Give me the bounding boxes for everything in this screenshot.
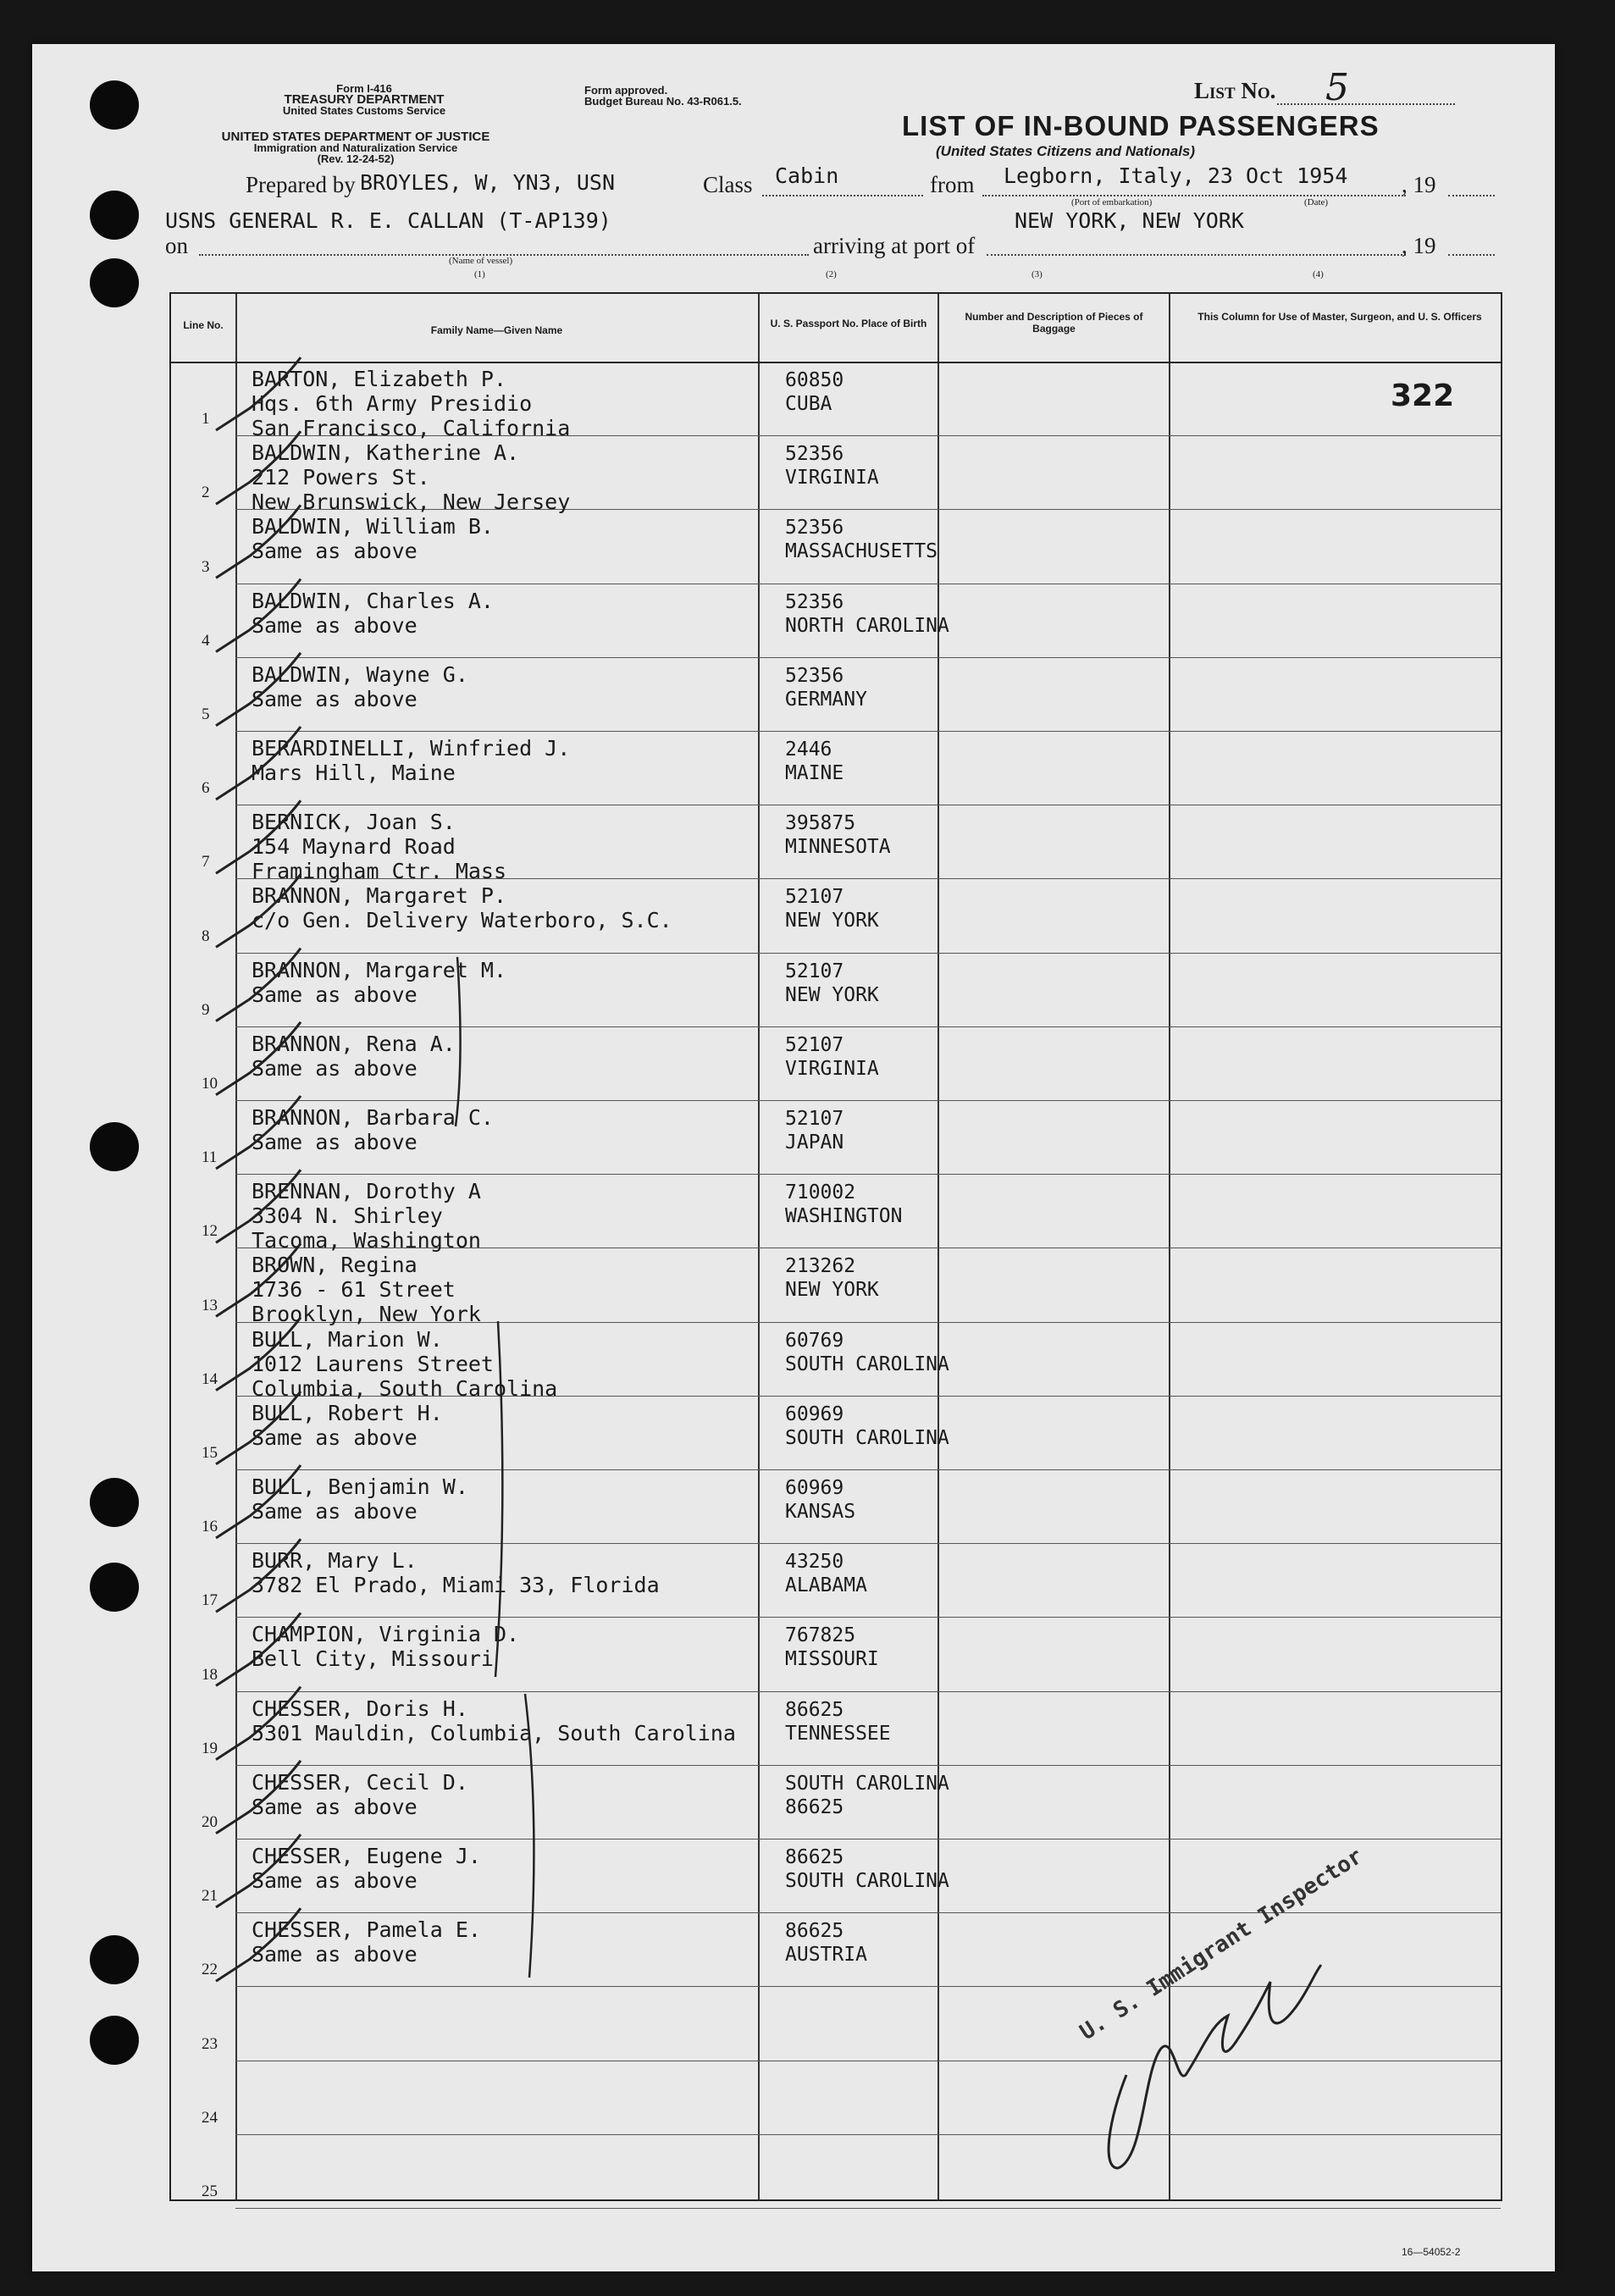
entry-line: Same as above <box>252 1425 418 1450</box>
passport-cell: 60969 <box>785 1402 844 1425</box>
check-mark <box>216 1243 301 1316</box>
entry-line: BRANNON, Margaret P. <box>252 883 507 909</box>
entry-line: BROWN, Regina <box>252 1253 418 1278</box>
line-number: 2 <box>202 484 210 502</box>
line-number: 22 <box>202 1961 218 1979</box>
check-mark <box>216 1613 301 1685</box>
col-header-name: Family Name—Given Name <box>430 324 563 336</box>
check-mark <box>216 1318 301 1391</box>
passport-cell: 52356 <box>785 443 844 466</box>
line-number: 4 <box>202 631 210 650</box>
form-title: LIST OF IN-BOUND PASSENGERS <box>902 110 1380 141</box>
entry-line: Same as above <box>252 1942 418 1967</box>
entry-line: BALDWIN, Charles A. <box>252 588 494 613</box>
budget-bureau: Budget Bureau No. 43-R061.5. <box>584 95 742 108</box>
year-suffix-1: , 19 <box>1402 172 1436 197</box>
arriving-label: arriving at port of <box>813 233 976 258</box>
passport-cell: 52356 <box>785 517 844 539</box>
check-mark <box>216 1539 301 1612</box>
entry-line: BRANNON, Rena A. <box>252 1031 456 1056</box>
entry-line: CHESSER, Doris H. <box>252 1696 468 1721</box>
passport-cell: MAINE <box>785 762 844 784</box>
vessel-caption: (Name of vessel) <box>449 256 513 266</box>
entry-line: BALDWIN, Katherine A. <box>252 440 520 466</box>
line-number: 20 <box>202 1813 218 1831</box>
entry-line: BULL, Benjamin W. <box>252 1474 468 1499</box>
entry-line: 212 Powers St. <box>252 465 430 490</box>
treasury-dept: TREASURY DEPARTMENT <box>284 92 445 107</box>
entry-line: CHESSER, Eugene J. <box>252 1844 481 1868</box>
prepared-label: Prepared by <box>246 172 356 197</box>
check-mark <box>216 505 301 578</box>
passport-cell: 86625 <box>785 1846 844 1868</box>
revision-date: (Rev. 12-24-52) <box>317 152 395 165</box>
line-number: 18 <box>202 1665 218 1684</box>
check-mark <box>216 1391 301 1464</box>
passport-cell: AUSTRIA <box>785 1944 867 1967</box>
passport-cell: NORTH CAROLINA <box>785 614 949 637</box>
col-index-1: (1) <box>474 269 485 279</box>
passport-cell: CUBA <box>785 393 832 415</box>
entry-line: Same as above <box>252 1499 418 1524</box>
line-number: 23 <box>202 2034 218 2053</box>
passport-cell: WASHINGTON <box>785 1205 903 1228</box>
embarkation-value: Legborn, Italy, 23 Oct 1954 <box>1004 163 1348 188</box>
passport-cell: KANSAS <box>785 1501 856 1523</box>
entry-line: BARTON, Elizabeth P. <box>252 367 507 391</box>
list-number: 5 <box>1325 66 1349 109</box>
line-number: 10 <box>202 1075 218 1093</box>
passport-cell: SOUTH CAROLINA <box>785 1772 949 1795</box>
col-header-officers: This Column for Use of Master, Surgeon, and U. S. Officers <box>1197 311 1482 323</box>
passport-cell: GERMANY <box>785 688 867 711</box>
entry-line: Hqs. 6th Army Presidio <box>252 391 533 416</box>
passport-cell: MASSACHUSETTS <box>785 540 938 563</box>
entry-line: BERNICK, Joan S. <box>252 810 456 835</box>
line-number: 21 <box>202 1887 218 1906</box>
officer-mark: 322 <box>1391 379 1455 413</box>
line-number: 9 <box>202 1000 210 1019</box>
passport-cell: SOUTH CAROLINA <box>785 1426 949 1449</box>
passport-cell: 52107 <box>785 960 844 982</box>
date-caption: (Date) <box>1304 197 1329 207</box>
passport-cell: 395875 <box>785 812 856 835</box>
line-number: 17 <box>202 1591 218 1610</box>
class-label: Class <box>703 172 753 197</box>
line-number: 6 <box>202 779 210 798</box>
entry-line: BULL, Marion W. <box>252 1326 443 1352</box>
check-mark <box>216 1687 301 1760</box>
entry-line: 3782 El Prado, Miami 33, Florida <box>252 1573 660 1598</box>
entry-line: Same as above <box>252 1055 418 1081</box>
passport-cell: 52107 <box>785 1108 844 1130</box>
passport-cell: NEW YORK <box>785 983 879 1006</box>
passport-cell: NEW YORK <box>785 1279 879 1302</box>
inspector-signature <box>1092 1948 1397 2177</box>
line-number: 25 <box>202 2183 218 2200</box>
passport-cell: NEW YORK <box>785 910 879 932</box>
check-mark <box>216 1761 301 1834</box>
check-mark <box>216 1908 301 1981</box>
entry-line: 5301 Mauldin, Columbia, South Carolina <box>252 1720 736 1746</box>
col-index-3: (3) <box>1031 269 1043 279</box>
entry-line: BALDWIN, Wayne G. <box>252 661 468 687</box>
entry-line: BRANNON, Barbara C. <box>252 1105 494 1130</box>
entry-line: BERARDINELLI, Winfried J. <box>252 736 571 761</box>
col-index-2: (2) <box>826 269 837 279</box>
year-suffix-2: , 19 <box>1402 233 1436 258</box>
line-number: 13 <box>202 1296 218 1314</box>
passport-cell: 43250 <box>785 1551 844 1574</box>
entry-line: 1736 - 61 Street <box>252 1277 456 1303</box>
check-mark <box>216 1465 301 1538</box>
check-mark <box>216 1096 301 1169</box>
footer-code: 16—54052-2 <box>1402 2246 1461 2258</box>
line-number: 7 <box>202 853 210 871</box>
passport-cell: 86625 <box>785 1795 844 1818</box>
entry-line: Framingham Ctr. Mass <box>252 859 507 884</box>
from-label: from <box>930 172 975 197</box>
entry-line: BURR, Mary L. <box>252 1548 418 1574</box>
passport-cell: VIRGINIA <box>785 467 879 490</box>
passport-cell: 767825 <box>785 1624 856 1647</box>
check-mark <box>216 1022 301 1095</box>
passport-cell: 213262 <box>785 1255 856 1278</box>
col-index-4: (4) <box>1313 269 1324 279</box>
passport-cell: 60969 <box>785 1477 844 1499</box>
line-number: 3 <box>202 557 210 576</box>
entry-line: 154 Maynard Road <box>252 834 456 860</box>
line-number: 19 <box>202 1739 218 1757</box>
class-value: Cabin <box>775 163 839 188</box>
bracket-line <box>495 1321 502 1677</box>
passport-cell: 86625 <box>785 1698 844 1721</box>
vessel-value: USNS GENERAL R. E. CALLAN (T-AP139) <box>165 208 611 233</box>
entry-line: 3304 N. Shirley <box>252 1203 443 1229</box>
port-value: NEW YORK, NEW YORK <box>1015 208 1244 233</box>
entry-line: CHAMPION, Virginia D. <box>252 1622 520 1647</box>
line-number: 16 <box>202 1518 218 1536</box>
line-number: 15 <box>202 1444 218 1462</box>
passport-cell: 52356 <box>785 664 844 687</box>
entry-line: Bell City, Missouri <box>252 1646 494 1672</box>
check-mark <box>216 1170 301 1242</box>
entry-line: Columbia, South Carolina <box>252 1375 558 1401</box>
check-mark <box>216 874 301 947</box>
entry-line: BALDWIN, William B. <box>252 514 494 539</box>
entry-line: Same as above <box>252 539 418 564</box>
line-number: 8 <box>202 927 210 945</box>
passport-cell: 52356 <box>785 590 844 613</box>
entry-line: San Francisco, California <box>252 416 571 440</box>
passport-cell: 52107 <box>785 1033 844 1056</box>
entry-line: Brooklyn, New York <box>252 1302 481 1327</box>
passport-cell: 60769 <box>785 1329 844 1352</box>
passport-cell: 86625 <box>785 1920 844 1943</box>
entry-line: BRENNAN, Dorothy A <box>252 1179 481 1204</box>
entry-line: c/o Gen. Delivery Waterboro, S.C. <box>252 908 672 933</box>
check-mark <box>216 727 301 799</box>
passport-cell: 2446 <box>785 739 832 761</box>
passport-cell: 52107 <box>785 886 844 909</box>
entry-line: Same as above <box>252 1130 418 1154</box>
form-subtitle: (United States Citizens and Nationals) <box>936 143 1196 159</box>
entry-line: BULL, Robert H. <box>252 1400 443 1425</box>
passport-cell: SOUTH CAROLINA <box>785 1353 949 1375</box>
form-approved: Form approved. <box>584 84 668 97</box>
customs-service: United States Customs Service <box>282 104 446 117</box>
prepared-value: BROYLES, W, YN3, USN <box>360 170 616 195</box>
passport-cell: JAPAN <box>785 1131 844 1154</box>
line-number: 14 <box>202 1369 218 1388</box>
line-number: 5 <box>202 705 210 723</box>
check-mark <box>216 357 301 430</box>
entry-line: 1012 Laurens Street <box>252 1351 494 1376</box>
passport-cell: 60850 <box>785 369 844 391</box>
entry-line: CHESSER, Pamela E. <box>252 1917 481 1943</box>
entry-line: BRANNON, Margaret M. <box>252 957 507 982</box>
check-mark <box>216 653 301 726</box>
entry-line: Same as above <box>252 1794 418 1819</box>
check-mark <box>216 800 301 873</box>
line-number: 11 <box>202 1148 218 1167</box>
check-mark <box>216 1834 301 1907</box>
passport-cell: ALABAMA <box>785 1574 867 1597</box>
entry-line: Same as above <box>252 982 418 1007</box>
line-number: 12 <box>202 1222 218 1241</box>
entry-line: Tacoma, Washington <box>252 1228 481 1253</box>
passport-cell: 710002 <box>785 1181 856 1204</box>
ins-service: Immigration and Naturalization Service <box>253 141 458 154</box>
entry-line: Same as above <box>252 686 418 711</box>
form-id: Form I-416 <box>336 82 392 95</box>
justice-dept: UNITED STATES DEPARTMENT OF JUSTICE <box>221 130 490 144</box>
passport-cell: VIRGINIA <box>785 1057 879 1080</box>
embarkation-caption: (Port of embarkation) <box>1071 197 1153 207</box>
bracket-line <box>525 1694 534 1978</box>
line-number: 1 <box>202 410 210 429</box>
passport-cell: TENNESSEE <box>785 1722 891 1745</box>
entry-line: New Brunswick, New Jersey <box>252 490 571 515</box>
check-mark <box>216 949 301 1021</box>
entry-line: CHESSER, Cecil D. <box>252 1769 468 1795</box>
entry-line: Same as above <box>252 1868 418 1893</box>
col-header-line: Line No. <box>183 319 224 331</box>
passport-cell: MISSOURI <box>785 1648 879 1671</box>
check-mark <box>216 431 301 504</box>
entry-line: Mars Hill, Maine <box>252 761 456 785</box>
line-number: 24 <box>202 2108 218 2127</box>
entry-line: Same as above <box>252 612 418 638</box>
list-no-label: List No. <box>1194 78 1276 103</box>
on-label: on <box>165 233 188 258</box>
bracket-line <box>456 957 461 1126</box>
col-header-passport: U. S. Passport No. Place of Birth <box>770 318 927 329</box>
passport-cell: MINNESOTA <box>785 836 891 859</box>
col-header-baggage: Number and Description of Pieces of Baggage <box>965 311 1143 335</box>
check-mark <box>216 579 301 652</box>
passport-cell: SOUTH CAROLINA <box>785 1870 949 1892</box>
inspector-stamp: U. S. Immigrant Inspector <box>1076 1843 1368 2046</box>
